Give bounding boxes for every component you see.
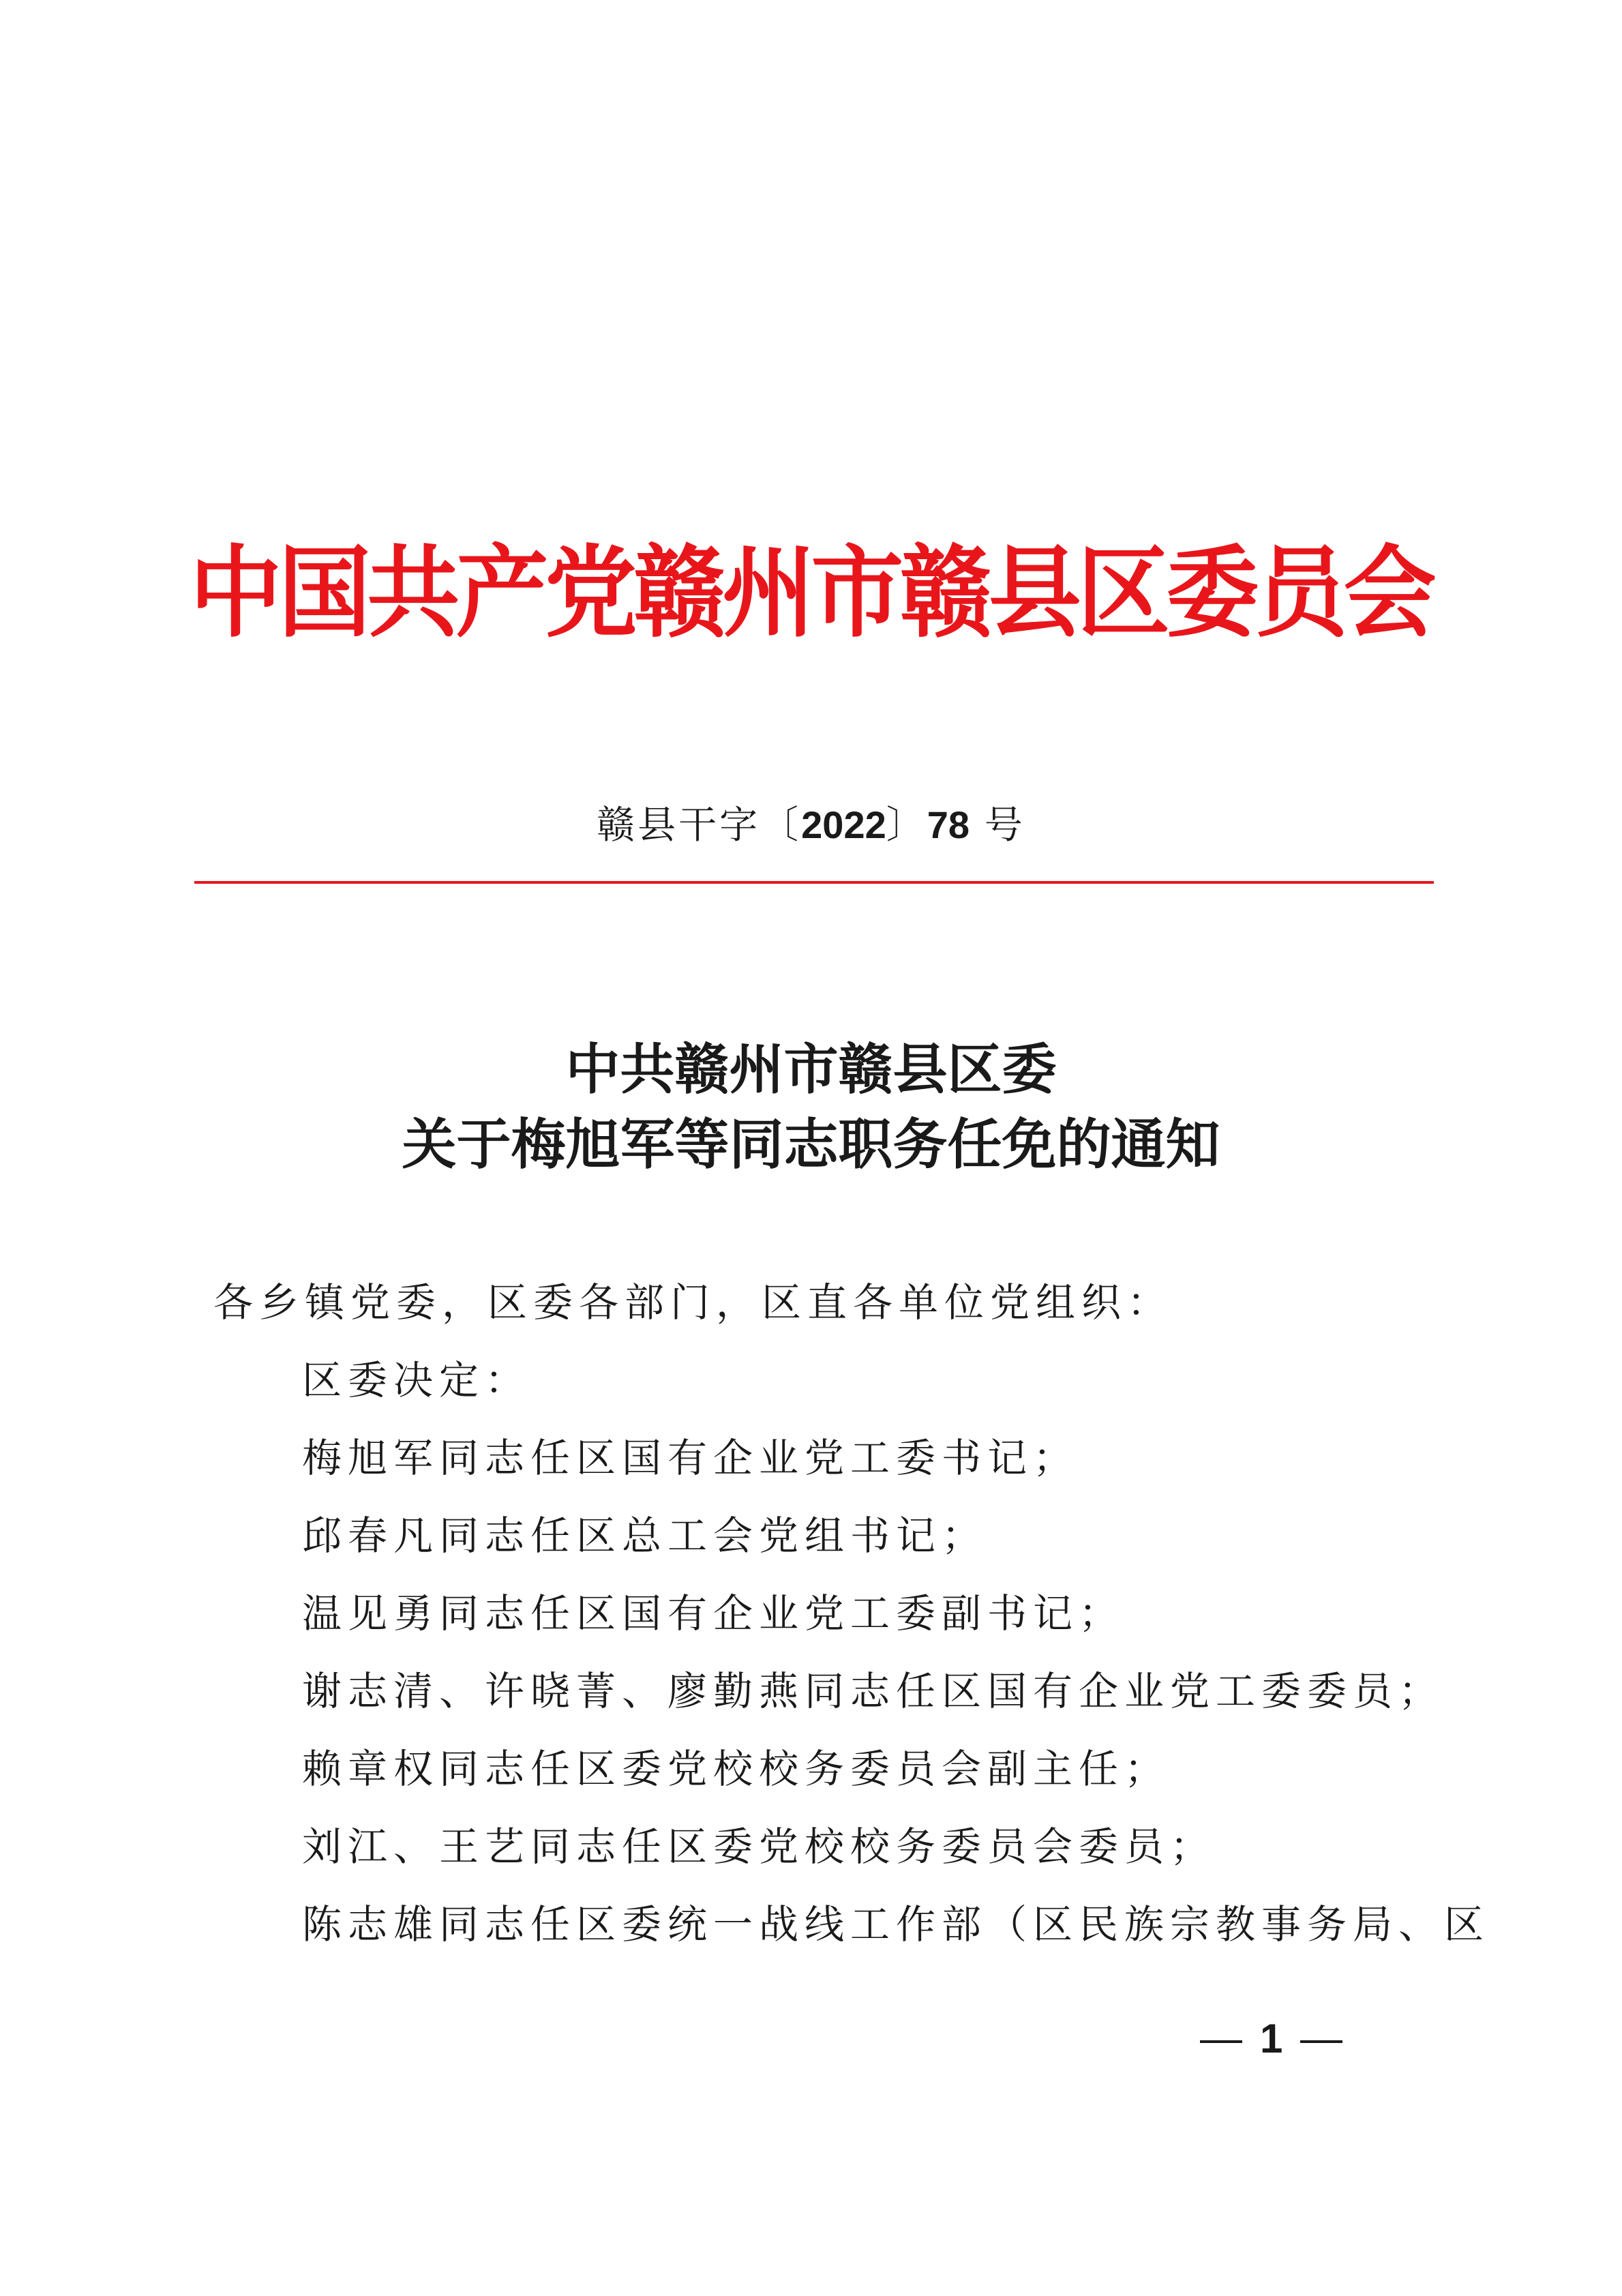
document-title-line-2: 关于梅旭军等同志职务任免的通知 — [402, 1112, 1220, 1176]
page-number-right-dash — [1300, 2040, 1342, 2043]
page-number-value: 1 — [1260, 2016, 1283, 2061]
body-paragraph: 刘江、王艺同志任区委党校校务委员会委员； — [302, 1823, 1216, 1870]
body-paragraph: 区委决定： — [302, 1357, 531, 1403]
doc-number-year: 2022 — [801, 803, 886, 846]
document-number — [0, 798, 1622, 853]
body-paragraph: 谢志清、许晓菁、廖勤燕同志任区国有企业党工委委员； — [302, 1668, 1445, 1714]
page-number-left-dash — [1200, 2040, 1242, 2043]
body-paragraph: 梅旭军同志任区国有企业党工委书记； — [302, 1435, 1079, 1481]
body-paragraph: 陈志雄同志任区委统一战线工作部（区民族宗教事务局、区 — [302, 1901, 1490, 1948]
body-paragraph: 邱春凡同志任区总工会党组书记； — [302, 1512, 988, 1559]
doc-number-middle: 〕 — [886, 803, 927, 848]
body-paragraph: 温见勇同志任区国有企业党工委副书记； — [302, 1590, 1125, 1637]
doc-number-prefix: 赣县干字〔 — [597, 803, 802, 848]
red-separator-rule — [194, 881, 1434, 884]
issuing-organization-header: 中国共产党赣州市赣县区委员会 — [190, 535, 1432, 651]
body-paragraph: 赖章权同志任区委党校校务委员会副主任； — [302, 1746, 1171, 1792]
document-title-line-1: 中共赣州市赣县区委 — [565, 1037, 1057, 1101]
doc-number-value: 78 — [927, 803, 970, 846]
doc-number-suffix: 号 — [970, 803, 1025, 848]
page-number — [1200, 2012, 1342, 2066]
salutation: 各乡镇党委，区委各部门，区直各单位党组织： — [213, 1279, 1173, 1326]
